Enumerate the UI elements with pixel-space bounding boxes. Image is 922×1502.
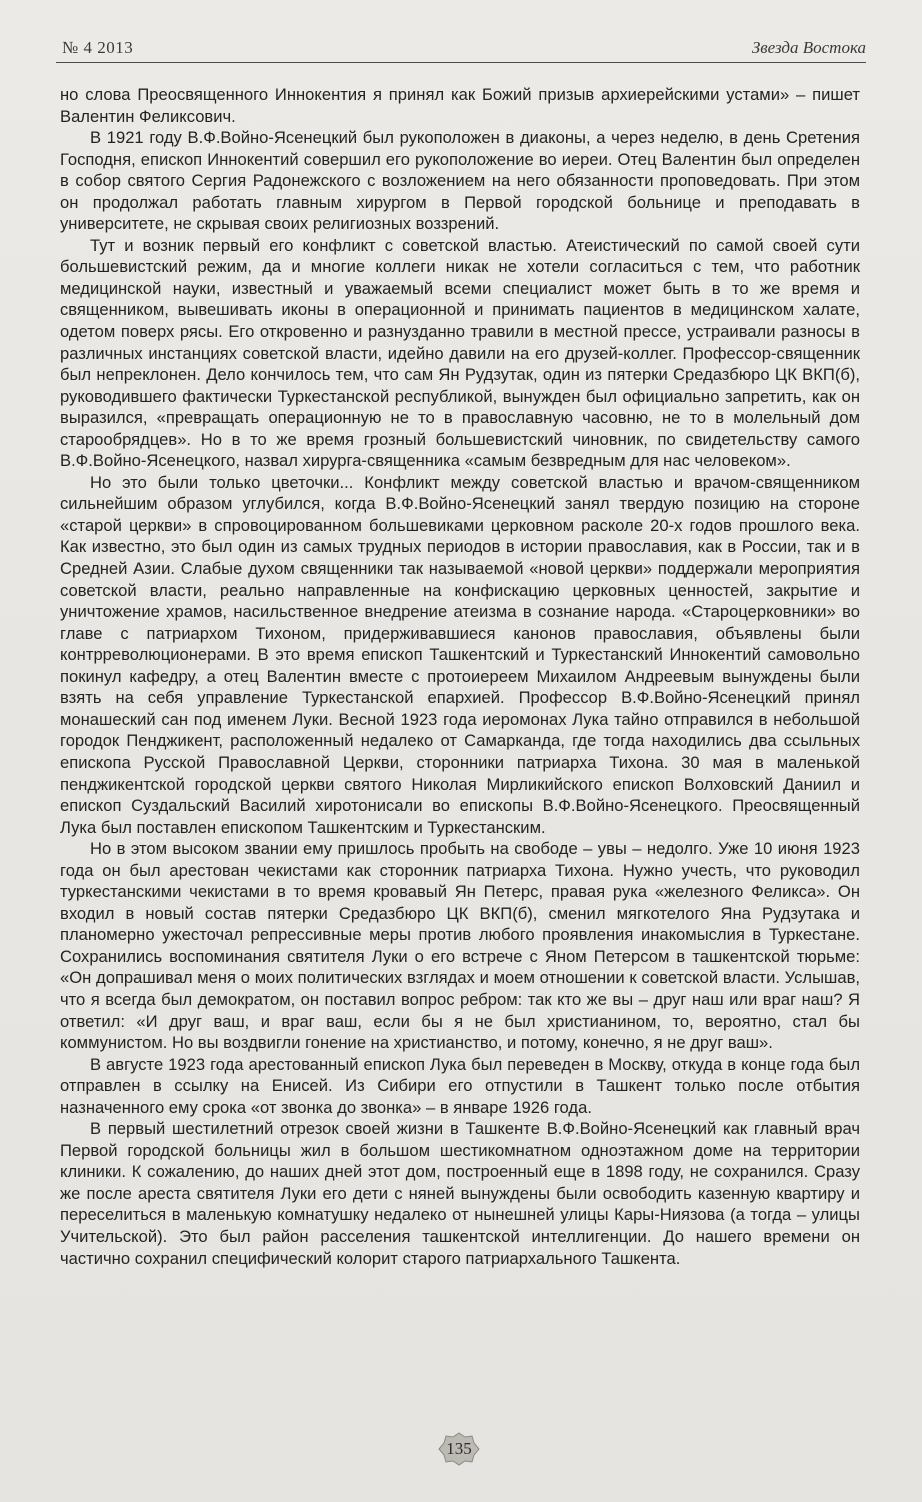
paragraph: Но это были только цветочки... Конфликт между советской властью и врачом-священником сильнейшим образом углубился, когда В.Ф.Войно-Ясенецкий занял твердую позицию на стороне «старой церкви» в спровоцированном большевиками церковном расколе 20-х годов прошлого века. Как известно, это был один из самых трудных периодов в истории православия, как в России, так и в Средней Азии. Слабые духом священники так называемой «новой церкви» поддержали мероприятия советской власти, реально направленные на конфискацию церковных ценностей, закрытие и уничтожение храмов, насильственное внедрение атеизма в сознание народа. «Староцерковники» во главе с патриархом Тихоном, придерживавшиеся канонов православия, объявлены были контрреволюционерами. В это время епископ Ташкентский и Туркестанский Иннокентий самовольно покинул кафедру, а отец Валентин вместе с протоиереем Михаилом Андреевым вынуждены были взять на себя управление Туркестанской епархией. Профессор В.Ф.Войно-Ясенецкий принял монашеский сан под именем Луки. Весной 1923 года иеромонах Лука тайно отправился в небольшой городок Пенджикент, расположенный недалеко от Самарканда, где тогда находились два ссыльных епископа Русской Православной Церкви, сторонники патриарха Тихона. 30 мая в маленькой пенджикентской городской церкви святого Николая Мирликийского епископ Волховский Даниил и епископ Суздальский Василий хиротонисали во епископы В.Ф.Войно-Ясенецкого. Преосвященный Лука был поставлен епископом Ташкентским и Туркестанским. [60,472,860,837]
page-number-badge [438,1432,480,1466]
paragraph: В первый шестилетний отрезок своей жизни в Ташкенте В.Ф.Войно-Ясенецкий как главный врач Первой городской больницы жил в большом шестикомнатном одноэтажном доме на территории клиники. К сожалению, до наших дней этот дом, построенный еще в 1898 году, не сохранился. Сразу же после ареста святителя Луки его дети с няней вынуждены были освободить казенную квартиру и переселиться в маленькую комнатушку недалеко от нынешней улицы Кары-Ниязова (а тогда – улицы Учительской). Это был район расселения ташкентской интеллигенции. До нашего времени он частично сохранил специфический колорит старого патриархального Ташкента. [60,1119,860,1268]
page-footer [0,1428,922,1472]
article-body [60,84,860,1269]
paragraph: но слова Преосвященного Иннокентия я принял как Божий призыв архиерейскими устами» – пишет Валентин Феликсович. [60,85,860,126]
paragraph: В августе 1923 года арестованный епископ Лука был переведен в Москву, откуда в конце года был отправлен в ссылку на Енисей. Из Сибири его отпустили в Ташкент только после отбытия назначенного ему срока «от звонка до звонка» – в январе 1926 года. [60,1054,860,1117]
issue-number: № 4 2013 [62,38,134,57]
paragraph: Тут и возник первый его конфликт с советской властью. Атеистический по самой своей сути большевистский режим, да и многие коллеги никак не хотели согласиться с тем, что работник медицинской науки, известный и уважаемый всеми специалист может быть в то же время и священником, вывешивать иконы в операционной и принимать пациентов в медицинском халате, одетом поверх рясы. Его откровенно и разнузданно травили в местной прессе, устраивали разносы в различных инстанциях советской власти, идейно давили на его друзей-коллег. Профессор-священник был непреклонен. Дело кончилось тем, что сам Ян Рудзутак, один из пятерки Средазбюро ЦК ВКП(б), руководившего фактически Туркестанской республикой, вынужден был официально запретить, как он выразился, «превращать операционную не то в православную часовню, не то в молельный дом старообрядцев». Но в то же время грозный большевистский чиновник, по свидетельству самого В.Ф.Войно-Ясенецкого, назвал хирурга-священника «самым безвредным для нас человеком». [60,235,860,471]
paragraph: В 1921 году В.Ф.Войно-Ясенецкий был рукоположен в диаконы, а через неделю, в день Сретения Господня, епископ Иннокентий совершил его рукоположение во иереи. Отец Валентин был определен в собор святого Сергия Радонежского с возложением на него обязанности проповедовать. При этом он продолжал работать главным хирургом в Первой городской больнице и преподавать в университете, не скрывая своих религиозных воззрений. [60,128,860,234]
running-header [56,28,866,63]
page-number: 135 [446,1439,472,1458]
paragraph: Но в этом высоком звании ему пришлось пробыть на свободе – увы – недолго. Уже 10 июня 1923 года он был арестован чекистами как сторонник патриарха Тихона. Нужно учесть, что руководил туркестанскими чекистами в то время кровавый Ян Петерс, правая рука «железного Феликса». Он входил в новый состав пятерки Средазбюро ЦК ВКП(б), сменил мягкотелого Яна Рудзутака и планомерно ужесточал репрессивные меры против любого проявления инакомыслия в Туркестане. Сохранились воспоминания святителя Луки о его встрече с Яном Петерсом в ташкентской тюрьме: «Он допрашивал меня о моих политических взглядах и моем отношении к советской власти. Услышав, что я всегда был демократом, он поставил вопрос ребром: так кто же вы – друг наш или враг наш? Я ответил: «И друг ваш, и враг ваш, если бы я не был христианином, то, вероятно, стал бы коммунистом. Но вы воздвигли гонение на христианство, и потому, конечно, я не друг ваш». [60,839,860,1053]
journal-title: Звезда Востока [751,38,866,57]
